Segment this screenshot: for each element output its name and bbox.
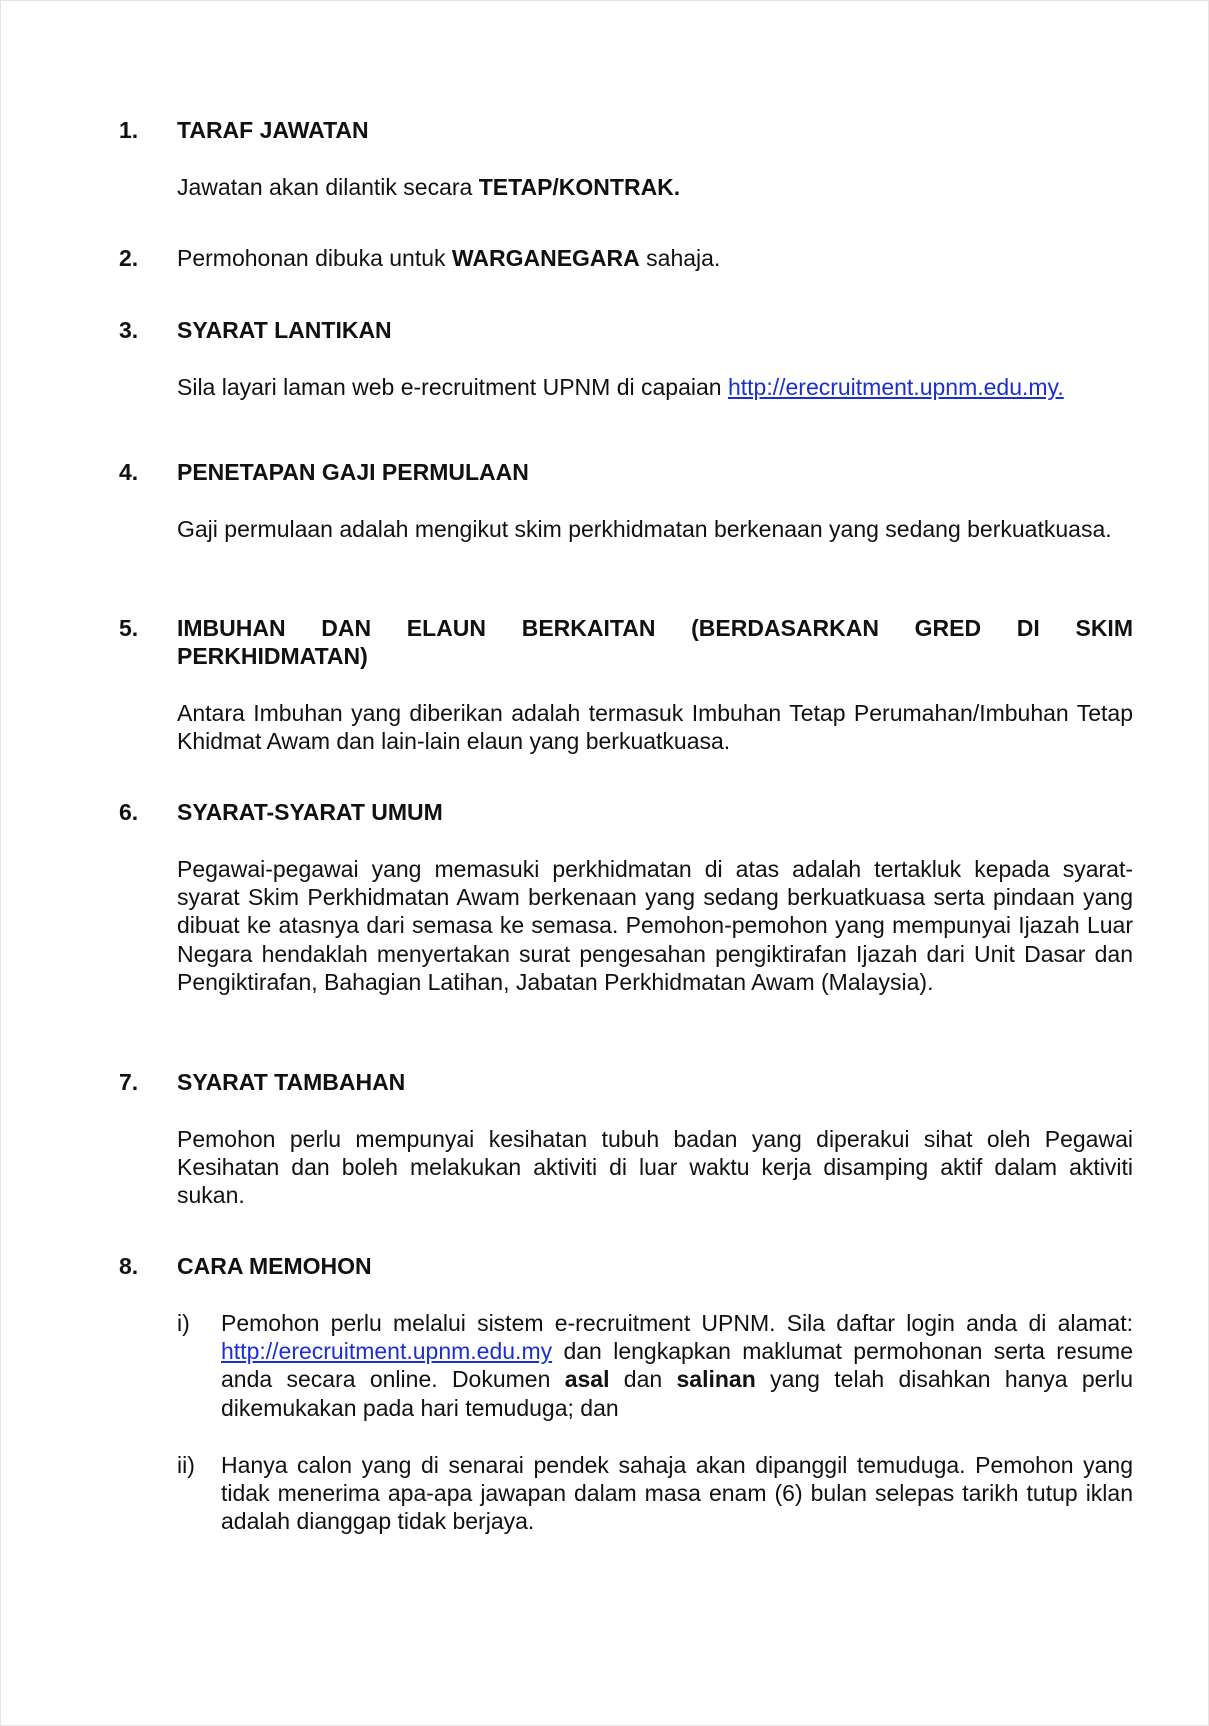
- section-number: 6.: [119, 799, 139, 825]
- section-number: 5.: [119, 615, 139, 641]
- section-number: 8.: [119, 1253, 139, 1279]
- heading-line: PERKHIDMATAN): [177, 643, 368, 669]
- list-item: Hanya calon yang di senarai pendek sahaja akan dipanggil temuduga. Pemohon yang tidak menerima apa-apa jawapan dalam masa enam (6) bulan selepas tarikh tutup iklan adalah dianggap tidak berjaya.: [221, 1452, 1133, 1535]
- section-heading: SYARAT-SYARAT UMUM: [177, 799, 443, 825]
- section-body: Gaji permulaan adalah mengikut skim perkhidmatan berkenaan yang sedang berkuatkuasa.: [177, 516, 1112, 542]
- heading-line: IMBUHAN DAN ELAUN BERKAITAN (BERDASARKAN GRED DI SKIM: [177, 615, 1133, 641]
- section-heading: SYARAT LANTIKAN: [177, 317, 392, 343]
- section-body: Permohonan dibuka untuk WARGANEGARA sahaja.: [177, 245, 721, 271]
- section-heading: PENETAPAN GAJI PERMULAAN: [177, 459, 529, 485]
- list-item: Pemohon perlu melalui sistem e-recruitment UPNM. Sila daftar login anda di alamat: http://erecruitment.upnm.edu.my dan lengkapkan maklumat permohonan serta resume anda secara online. Dokumen asal dan salinan yang telah disahkan hanya perlu dikemukakan pada hari temuduga; dan: [221, 1310, 1134, 1421]
- section-body: Pemohon perlu mempunyai kesihatan tubuh badan yang diperakui sihat oleh Pegawai Kesihatan dan boleh melakukan aktiviti di luar waktu kerja disamping aktif dalam aktiviti sukan.: [177, 1126, 1133, 1209]
- section-body: Sila layari laman web e-recruitment UPNM di capaian http://erecruitment.upnm.edu.my.: [177, 374, 1064, 400]
- section-body: Jawatan akan dilantik secara TETAP/KONTRAK.: [177, 174, 681, 200]
- section-heading: [177, 614, 1133, 670]
- section-heading: CARA MEMOHON: [177, 1253, 372, 1279]
- section-number: 2.: [119, 245, 139, 271]
- section-body: Pegawai-pegawai yang memasuki perkhidmatan di atas adalah tertakluk kepada syarat-syarat Skim Perkhidmatan Awam berkenaan yang sedang berkuatkuasa serta pindaan yang dibuat ke atasnya dari semasa ke semasa. Pemohon-pemohon yang mempunyai Ijazah Luar Negara hendaklah menyertakan surat pengesahan pengiktirafan Ijazah dari Unit Dasar dan Pengiktirafan, Bahagian Latihan, Jabatan Perkhidmatan Awam (Malaysia).: [177, 856, 1133, 995]
- section-number: 3.: [119, 317, 139, 343]
- bold-text: salinan: [676, 1366, 756, 1393]
- bold-text: asal: [564, 1366, 610, 1393]
- bold-text: WARGANEGARA: [451, 245, 640, 271]
- section-number: 1.: [119, 117, 139, 143]
- erecruitment-link[interactable]: http://erecruitment.upnm.edu.my.: [727, 374, 1064, 400]
- section-body: Antara Imbuhan yang diberikan adalah termasuk Imbuhan Tetap Perumahan/Imbuhan Tetap Khidmat Awam dan lain-lain elaun yang berkuatkuasa.: [177, 700, 1133, 755]
- section-heading: SYARAT TAMBAHAN: [177, 1069, 406, 1095]
- section-number: 7.: [119, 1069, 139, 1095]
- list-marker: i): [177, 1310, 190, 1336]
- section-number: 4.: [119, 459, 139, 485]
- erecruitment-link[interactable]: http://erecruitment.upnm.edu.my: [221, 1338, 553, 1365]
- section-heading: TARAF JAWATAN: [177, 117, 369, 143]
- list-marker: ii): [177, 1452, 195, 1478]
- bold-text: TETAP/KONTRAK.: [478, 174, 681, 200]
